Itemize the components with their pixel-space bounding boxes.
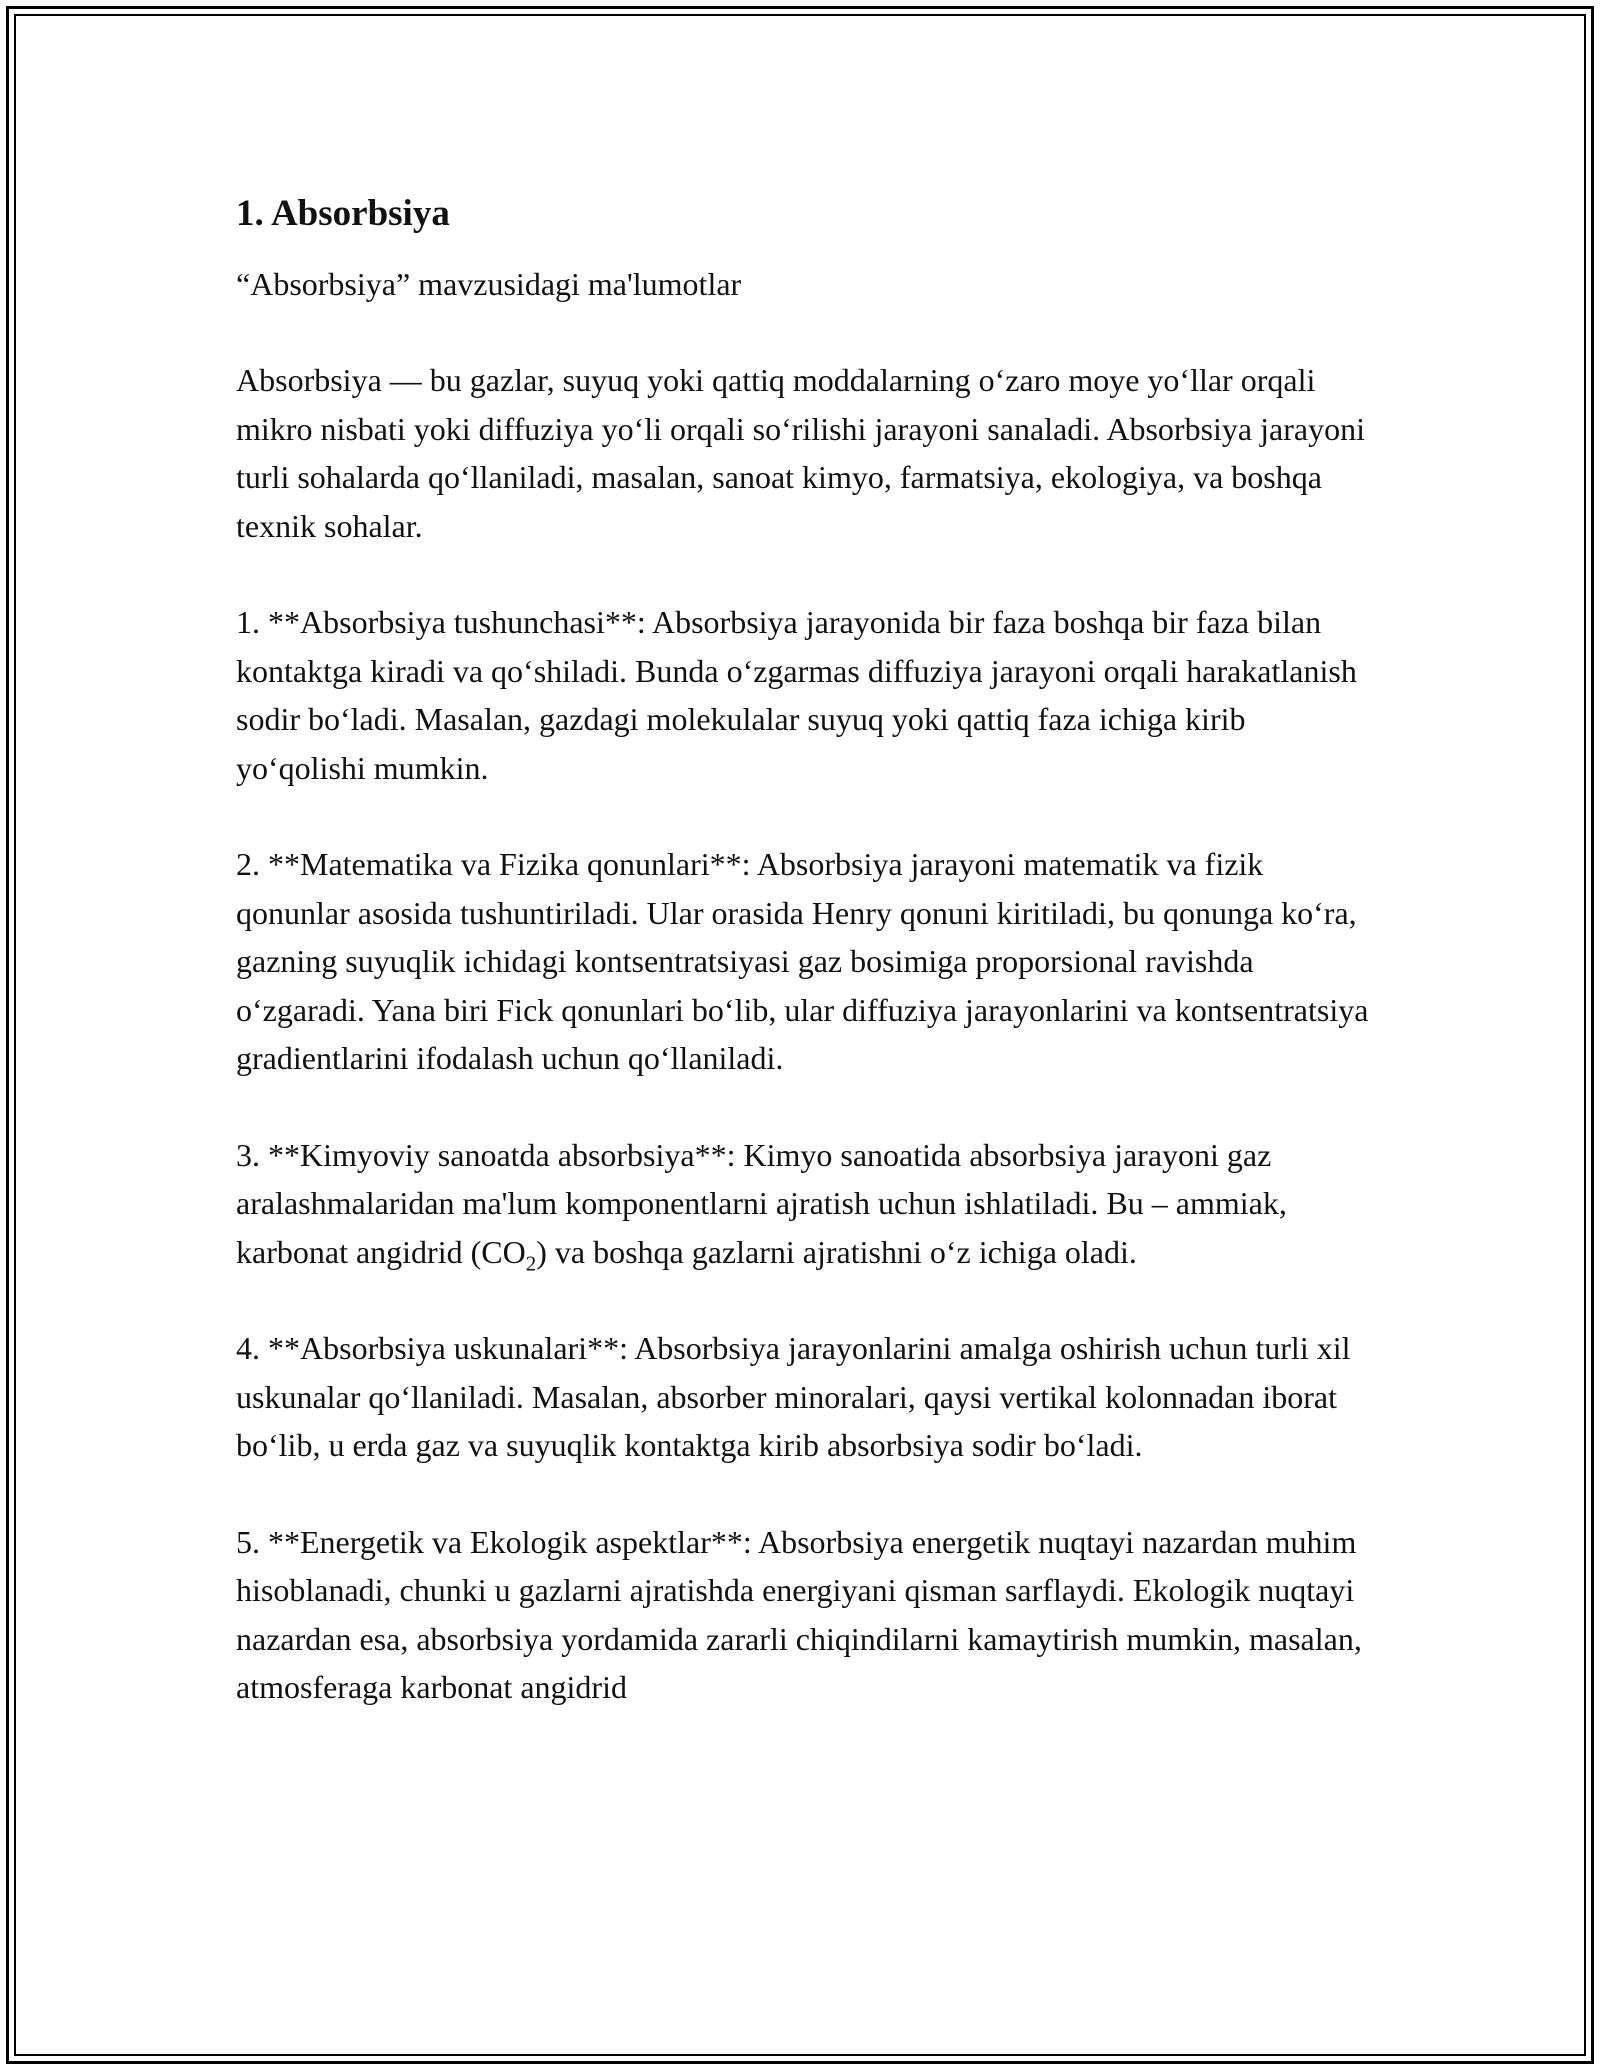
list-item-5: 5. **Energetik va Ekologik aspektlar**: Absorbsiya energetik nuqtayi nazardan muhim hisoblanadi, chunki u gazlarni ajratishda energiyani qisman sarflaydi. Ekologik nuqtayi nazardan esa, absorbsiya yordamida zararli chiqindilarni kamaytirish mumkin, masalan, atmosferaga karbonat angidrid [236, 1523, 1362, 1705]
list-item-2: 2. **Matematika va Fizika qonunlari**: Absorbsiya jarayoni matematik va fizik qonunlar asosida tushuntiriladi. Ular orasida Henry qonuni kiritiladi, bu qonunga ko‘ra, gazning suyuqlik ichidagi kontsentratsiyasi gaz bosimiga proporsional ravishda o‘zgaradi. Yana biri Fick qonunlari bo‘lib, ular diffuziya jarayonlarini va kontsentratsiya gradientlarini ifodalash uchun qo‘llaniladi. [236, 846, 1369, 1076]
document-subtitle: “Absorbsiya” mavzusidagi ma'lumotlar [236, 266, 742, 302]
intro-paragraph: Absorbsiya — bu gazlar, suyuq yoki qattiq moddalarning o‘zaro moye yo‘llar orqali mikro nisbati yoki diffuziya yo‘li orqali so‘rilishi jarayoni sanaladi. Absorbsiya jarayoni turli sohalarda qo‘llaniladi, masalan, sanoat kimyo, farmatsiya, ekologiya, va boshqa texnik sohalar. [236, 362, 1365, 544]
document-body [236, 186, 1376, 1760]
list-item-3-text-after: ) va boshqa gazlarni ajratishni o‘z ichiga oladi. [536, 1233, 1137, 1270]
list-item-3-text-before: 3. **Kimyoviy sanoatda absorbsiya**: Kimyo sanoatida absorbsiya jarayoni gaz aralashmalaridan ma'lum komponentlarni ajratish uchun ishlatiladi. Bu – ammiak, karbonat angidrid (CO [236, 1136, 1287, 1270]
list-item-3 [236, 1131, 1376, 1277]
document-title: 1. Absorbsiya [236, 193, 450, 234]
list-item-1: 1. **Absorbsiya tushunchasi**: Absorbsiya jarayonida bir faza boshqa bir faza bilan kontaktga kiradi va qo‘shiladi. Bunda o‘zgarmas diffuziya jarayoni orqali harakatlanish sodir bo‘ladi. Masalan, gazdagi molekulalar suyuq yoki qattiq faza ichiga kirib yo‘qolishi mumkin. [236, 604, 1357, 786]
co2-subscript: 2 [525, 1250, 537, 1275]
list-item-4: 4. **Absorbsiya uskunalari**: Absorbsiya jarayonlarini amalga oshirish uchun turli xil uskunalar qo‘llaniladi. Masalan, absorber minoralari, qaysi vertikal kolonnadan iborat bo‘lib, u erda gaz va suyuqlik kontaktga kirib absorbsiya sodir bo‘ladi. [236, 1330, 1351, 1463]
